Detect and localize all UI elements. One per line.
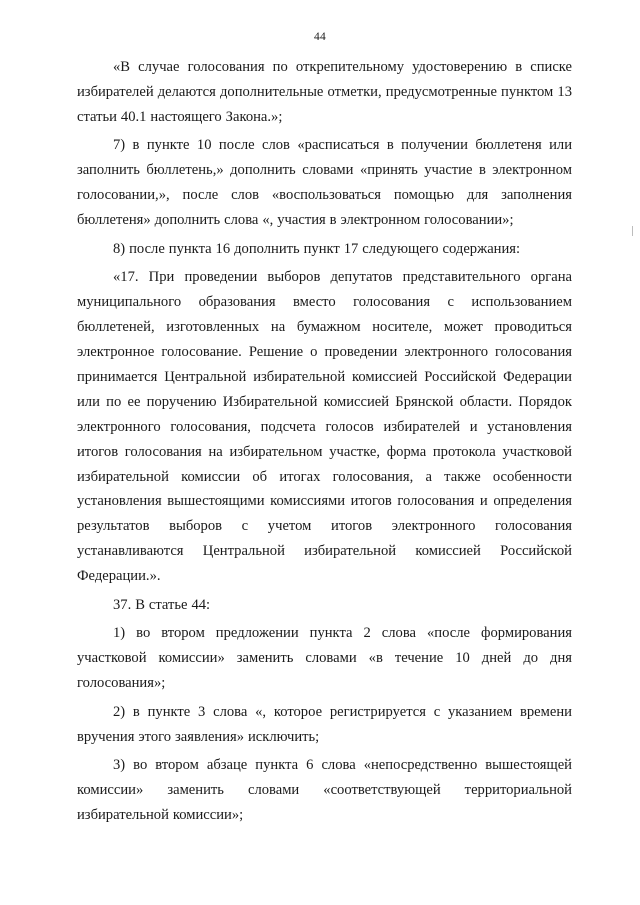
paragraph-article-37: 37. В статье 44:	[113, 596, 211, 613]
paragraph-item-8: 8) после пункта 16 дополнить пункт 17 следующего содержания:	[113, 240, 521, 257]
scan-edge-mark	[632, 226, 633, 236]
document-body	[77, 55, 572, 832]
paragraph-point-17: «17. При проведении выборов депутатов представительного органа муниципального образования вместо голосования с использованием бюллетеней, изготовленных на бумажном носителе, может проводиться электронное голосование. Решение о проведении электронного голосования принимается Центральной избирательной комиссией Российской Федерации или по ее поручению Избирательной комиссией Брянской области. Порядок электронного голосования, подсчета голосов избирателей и установления итогов голосования на избирательном участке, форма протокола участковой избирательной комиссии об итогах голосования, а также особенности установления вышестоящими комиссиями итогов голосования и определения результатов выборов с учетом итогов электронного голосования устанавливаются Центральной избирательной комиссией Российской Федерации.».	[77, 269, 572, 585]
paragraph-item-7: 7) в пункте 10 после слов «расписаться в получении бюллетеня или заполнить бюллетень,» дополнить словами «принять участие в электронном голосовании,», после слов «воспользоваться помощью для заполнения бюллетеня» дополнить слова «, участия в электронном голосовании»;	[77, 137, 572, 229]
paragraph-closing-quote-13: «В случае голосования по открепительному удостоверению в списке избирателей делаются дополнительные отметки, предусмотренные пунктом 13 статьи 40.1 настоящего Закона.»;	[77, 59, 572, 125]
paragraph-article-37-item-3: 3) во втором абзаце пункта 6 слова «непосредственно вышестоящей комиссии» заменить словами «соответствующей территориальной избирательной комиссии»;	[77, 757, 572, 824]
paragraph-article-37-item-1: 1) во втором предложении пункта 2 слова «после формирования участковой комиссии» заменить словами «в течение 10 дней до дня голосования»;	[77, 625, 572, 692]
page-number: 44	[313, 31, 327, 43]
paragraph-article-37-item-2: 2) в пункте 3 слова «, которое регистрируется с указанием времени вручения этого заявления» исключить;	[77, 703, 572, 745]
